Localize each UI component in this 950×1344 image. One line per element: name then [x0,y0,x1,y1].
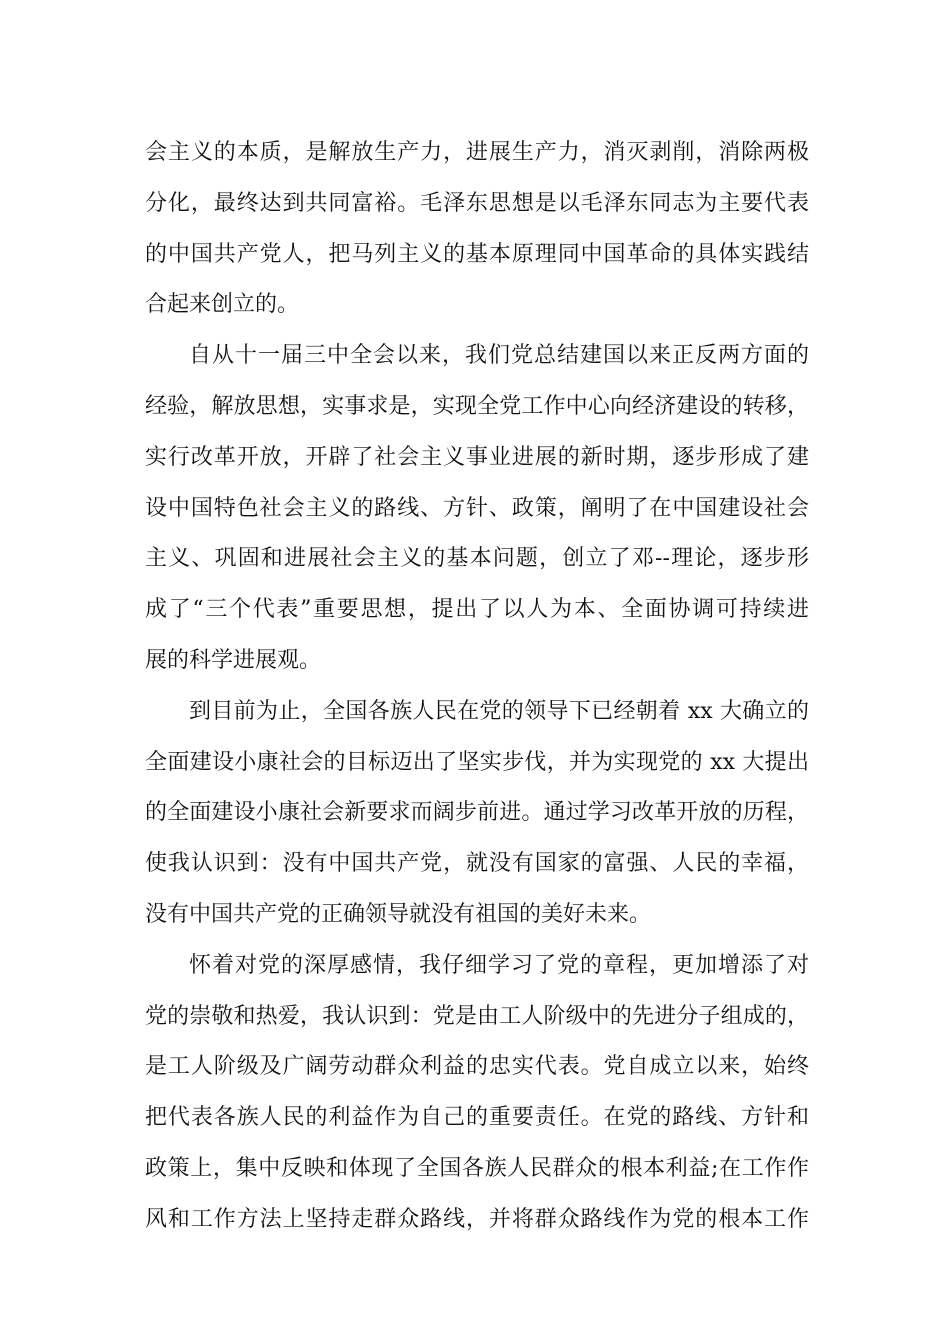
text-line: 把代表各族人民的利益作为自己的重要责任。在党的路线、方针和 [145,1105,809,1131]
text-line: 设中国特色社会主义的路线、方针、政策，阐明了在中国建设社会 [145,495,809,521]
text-line: 分化，最终达到共同富裕。毛泽东思想是以毛泽东同志为主要代表 [145,190,809,216]
paragraph-first-line: 到目前为止，全国各族人民在党的领导下已经朝着 xx 大确立的 [189,698,809,724]
text-line: 没有中国共产党的正确领导就没有祖国的美好未来。 [145,901,652,927]
body-text [145,128,809,1246]
text-line: 政策上，集中反映和体现了全国各族人民群众的根本利益;在工作作 [145,1155,809,1181]
text-line: 成了“三个代表”重要思想，提出了以人为本、全面协调可持续进 [145,597,809,623]
text-line: 使我认识到：没有中国共产党，就没有国家的富强、人民的幸福， [145,851,809,877]
text-line: 党的崇敬和热爱，我认识到：党是由工人阶级中的先进分子组成的， [145,1003,809,1029]
text-line: 的全面建设小康社会新要求而阔步前进。通过学习改革开放的历程， [145,800,809,826]
text-line: 经验，解放思想，实事求是，实现全党工作中心向经济建设的转移， [145,393,809,419]
text-line: 合起来创立的。 [145,292,300,318]
text-line: 是工人阶级及广阔劳动群众利益的忠实代表。党自成立以来，始终 [145,1054,809,1080]
text-line: 会主义的本质，是解放生产力，进展生产力，消灭剥削，消除两极 [145,140,809,165]
paragraph-first-line: 怀着对党的深厚感情，我仔细学习了党的章程，更加增添了对 [189,952,809,978]
text-line: 主义、巩固和进展社会主义的基本问题，创立了邓--理论，逐步形 [145,546,809,572]
text-line: 展的科学进展观。 [145,647,322,673]
paragraph-first-line: 自从十一届三中全会以来，我们党总结建国以来正反两方面的 [189,343,809,369]
text-line: 实行改革开放，开辟了社会主义事业进展的新时期，逐步形成了建 [145,444,809,470]
text-line: 全面建设小康社会的目标迈出了坚实步伐，并为实现党的 xx 大提出 [145,749,809,775]
text-line: 的中国共产党人，把马列主义的基本原理同中国革命的具体实践结 [145,241,809,267]
text-line: 风和工作方法上坚持走群众路线，并将群众路线作为党的根本工作 [145,1206,809,1232]
